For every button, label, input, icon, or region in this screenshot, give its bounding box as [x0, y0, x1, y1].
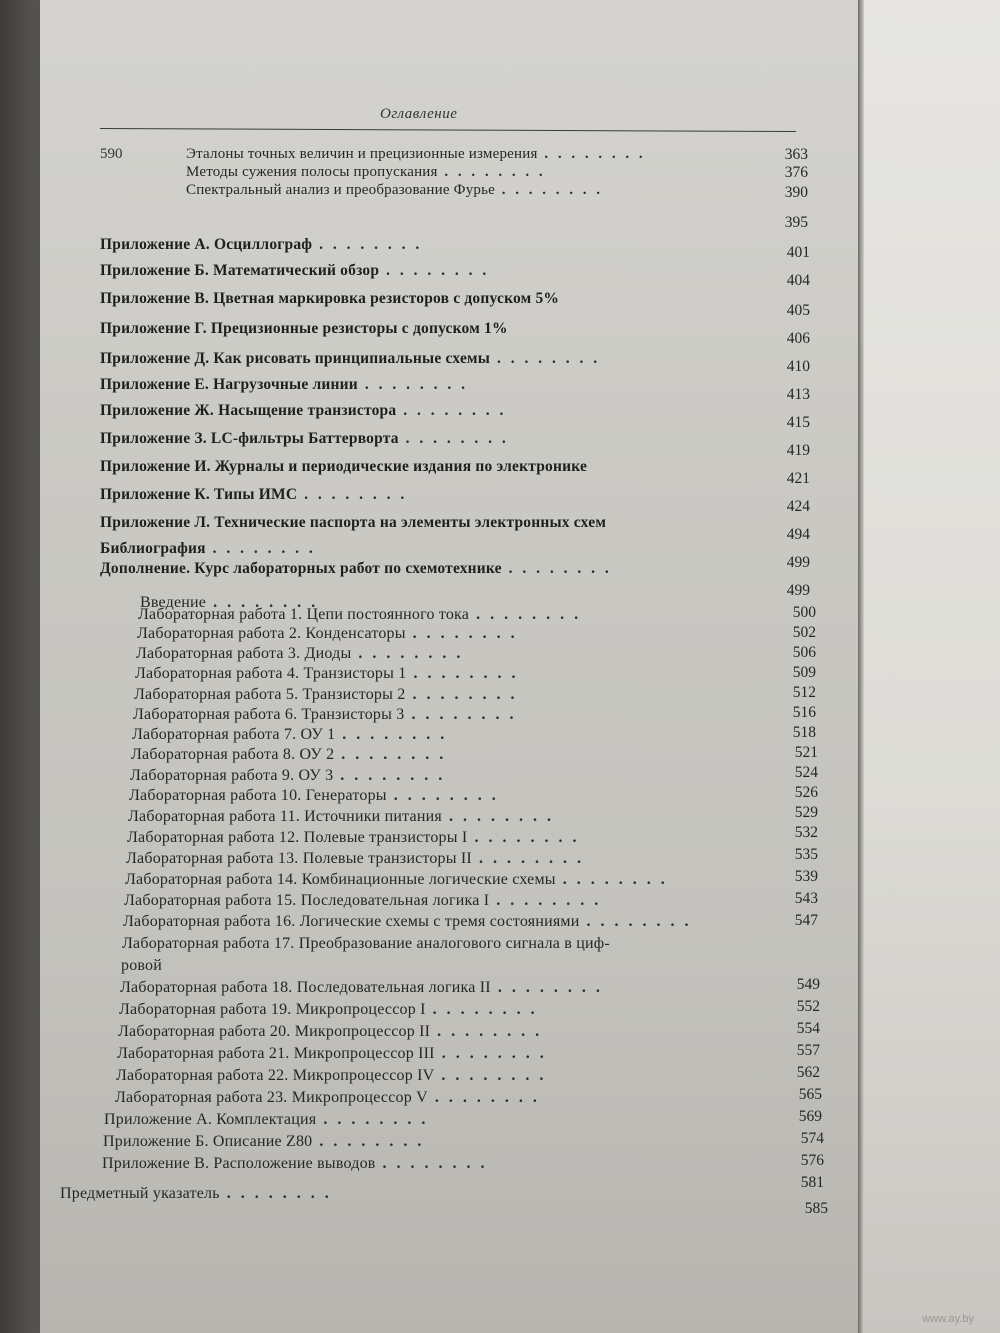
toc-page-number: 499: [786, 582, 810, 599]
leader-dots: . . . . . . . .: [467, 829, 580, 846]
leader-dots: . . . . . . . .: [379, 262, 490, 279]
page-number: 590: [100, 146, 123, 162]
toc-page-number: 395: [784, 214, 808, 231]
toc-page-number: 554: [796, 1020, 820, 1037]
toc-page-number: 585: [804, 1200, 828, 1217]
toc-entry: [186, 182, 603, 199]
toc-entry: [186, 164, 546, 181]
toc-entry: [130, 767, 445, 785]
leader-dots: . . . . . . . .: [405, 625, 518, 642]
leader-dots: . . . . . . . .: [434, 1067, 547, 1084]
toc-entry-title: Лабораторная работа 11. Источники питания: [128, 808, 442, 825]
toc-entry: [103, 1133, 424, 1151]
toc-page-number: 557: [796, 1042, 820, 1059]
toc-entry: [100, 514, 606, 532]
toc-entry: [100, 540, 316, 558]
toc-page-number: 424: [786, 498, 810, 515]
toc-entry-title: Приложение В. Расположение выводов: [102, 1155, 376, 1172]
toc-page-number: 494: [786, 526, 810, 543]
toc-entry-title: Лабораторная работа 15. Последовательная логика I: [124, 892, 490, 909]
toc-entry-title: Лабораторная работа 5. Транзисторы 2: [134, 686, 406, 703]
toc-entry-title: Лабораторная работа 7. ОУ 1: [132, 726, 336, 743]
toc-entry: [123, 913, 692, 931]
toc-entry-title: Приложение Л. Технические паспорта на элементы электронных схем: [100, 514, 607, 531]
leader-dots: . . . . . . . .: [316, 1111, 429, 1128]
toc-page-number: 404: [786, 272, 810, 289]
toc-page-number: 406: [786, 330, 810, 347]
toc-entry-title: Приложение Е. Нагрузочные линии: [100, 376, 358, 393]
leader-dots: . . . . . . . .: [490, 350, 601, 367]
running-head: Оглавление: [380, 106, 458, 122]
leader-dots: . . . . . . . .: [489, 892, 602, 909]
leader-dots: . . . . . . . .: [206, 594, 319, 611]
toc-entry-title: Приложение Ж. Насыщение транзистора: [100, 402, 397, 419]
toc-entry-title: Приложение К. Типы ИМС: [100, 486, 298, 503]
toc-page-number: 509: [792, 664, 816, 681]
toc-page-number: 405: [786, 302, 810, 319]
toc-page-number: 499: [786, 554, 810, 571]
toc-entry: [100, 560, 612, 578]
toc-entry-title: Приложение А. Осциллограф: [100, 236, 313, 253]
toc-entry-title: Приложение А. Комплектация: [104, 1111, 317, 1128]
toc-entry: [100, 320, 508, 338]
leader-dots: . . . . . . . .: [501, 560, 612, 577]
toc-entry-title: Лабораторная работа 6. Транзисторы 3: [133, 706, 405, 723]
leader-dots: . . . . . . . .: [334, 746, 447, 763]
leader-dots: . . . . . . . .: [386, 787, 499, 804]
leader-dots: . . . . . . . .: [406, 665, 519, 682]
toc-entry-title: Эталоны точных величин и прецизионные измерения: [186, 146, 538, 162]
toc-entry: [104, 1111, 428, 1129]
toc-page-number: 552: [796, 998, 820, 1015]
toc-entry-title: Лабораторная работа 14. Комбинационные логические схемы: [125, 871, 556, 888]
toc-entry: [100, 262, 489, 280]
toc-page-number: 419: [786, 442, 810, 459]
toc-page-number: 532: [794, 824, 818, 841]
leader-dots: . . . . . . . .: [441, 808, 554, 825]
toc-entry-title: Лабораторная работа 1. Цепи постоянного тока: [138, 606, 470, 623]
toc-entry-title: Приложение В. Цветная маркировка резисторов с допуском 5%: [100, 290, 560, 307]
leader-dots: . . . . . . . .: [427, 1089, 540, 1106]
leader-dots: . . . . . . . .: [434, 1045, 547, 1062]
toc-entry-title: Приложение Б. Описание Z80: [103, 1133, 313, 1150]
toc-page-number: 421: [786, 470, 810, 487]
toc-entry: [116, 1067, 546, 1085]
toc-page-number: 415: [786, 414, 810, 431]
page-edge: [858, 0, 864, 1333]
toc-page-number: 549: [796, 976, 820, 993]
toc-entry-title: Приложение Б. Математический обзор: [100, 262, 380, 279]
toc-entry-title: Лабораторная работа 16. Логические схемы с тремя состояниями: [123, 913, 580, 930]
toc-entry-title: Лабораторная работа 3. Диоды: [136, 645, 352, 662]
toc-entry: [100, 236, 422, 254]
toc-entry: [100, 350, 600, 368]
leader-dots: . . . . . . . .: [495, 182, 604, 198]
toc-entry: [127, 829, 579, 847]
toc-entry-title: Лабораторная работа 20. Микропроцессор II: [118, 1023, 431, 1040]
adjacent-page: [858, 0, 1000, 1333]
toc-entry: [117, 1045, 547, 1063]
toc-entry: [136, 645, 463, 663]
leader-dots: . . . . . . . .: [537, 146, 646, 162]
toc-page-number: 547: [794, 912, 818, 929]
toc-entry-title: ровой: [121, 957, 163, 974]
toc-page-number: 535: [794, 846, 818, 863]
toc-entry-title: Лабораторная работа 10. Генераторы: [129, 787, 387, 804]
toc-entry: [125, 871, 668, 889]
toc-entry: [137, 625, 518, 643]
toc-entry-title: Лабораторная работа 9. ОУ 3: [130, 767, 334, 784]
leader-dots: . . . . . . . .: [375, 1155, 488, 1172]
toc-entry-title: Лабораторная работа 18. Последовательная логика II: [120, 979, 491, 996]
toc-page-number: 562: [796, 1064, 820, 1081]
watermark: www.ay.by: [922, 1313, 974, 1325]
toc-entry: [122, 935, 610, 953]
toc-entry: [128, 808, 554, 826]
leader-dots: . . . . . . . .: [396, 402, 507, 419]
toc-entry: [126, 850, 584, 868]
leader-dots: . . . . . . . .: [312, 1133, 425, 1150]
toc-page-number: 363: [784, 146, 808, 163]
toc-page-number: 502: [792, 624, 816, 641]
leader-dots: . . . . . . . .: [425, 1001, 538, 1018]
toc-page-number: 516: [792, 704, 816, 721]
toc-page-number: 500: [792, 604, 816, 621]
leader-dots: . . . . . . . .: [205, 540, 316, 557]
toc-entry-title: Предметный указатель: [60, 1185, 220, 1202]
toc-entry: [132, 726, 447, 744]
toc-page-number: 413: [786, 386, 810, 403]
toc-entry: [119, 1001, 538, 1019]
leader-dots: . . . . . . . .: [312, 236, 423, 253]
leader-dots: . . . . . . . .: [297, 486, 408, 503]
toc-page-number: 526: [794, 784, 818, 801]
toc-entry-title: Лабораторная работа 23. Микропроцессор V: [115, 1089, 428, 1106]
toc-entry-title: Приложение И. Журналы и периодические издания по электронике: [100, 458, 588, 475]
leader-dots: . . . . . . . .: [490, 979, 603, 996]
toc-entry: [131, 746, 446, 764]
toc-entry-title: Приложение Г. Прецизионные резисторы с допуском 1%: [100, 320, 508, 337]
toc-page-number: 521: [794, 744, 818, 761]
leader-dots: . . . . . . . .: [333, 767, 446, 784]
toc-page-number: 390: [784, 184, 808, 201]
toc-page-number: 512: [792, 684, 816, 701]
toc-entry: [100, 486, 407, 504]
toc-entry-title: Введение: [140, 594, 207, 611]
toc-entry-title: Лабораторная работа 8. ОУ 2: [131, 746, 335, 763]
toc-entry: [118, 1023, 542, 1041]
toc-entry-title: Лабораторная работа 17. Преобразование аналогового сигнала в циф-: [122, 935, 610, 952]
toc-page-number: 401: [786, 244, 810, 261]
toc-entry: [100, 402, 506, 420]
toc-entry-title: Дополнение. Курс лабораторных работ по схемотехнике: [100, 560, 502, 577]
toc-entry: [135, 665, 518, 683]
toc-entry: [102, 1155, 488, 1173]
toc-entry: [133, 706, 516, 724]
leader-dots: . . . . . . . .: [469, 606, 582, 623]
toc-entry: [60, 1185, 332, 1203]
toc-entry-title: Спектральный анализ и преобразование Фурье: [186, 182, 496, 198]
leader-dots: . . . . . . . .: [430, 1023, 543, 1040]
toc-page-number: 506: [792, 644, 816, 661]
toc-page-number: 574: [800, 1130, 824, 1147]
toc-entry-title: Лабораторная работа 4. Транзисторы 1: [135, 665, 407, 682]
toc-page-number: 576: [800, 1152, 824, 1169]
toc-entry-title: Приложение З. LC-фильтры Баттерворта: [100, 430, 399, 447]
toc-page-number: 524: [794, 764, 818, 781]
toc-entry: [100, 376, 468, 394]
toc-page-number: 410: [786, 358, 810, 375]
toc-entry: [120, 979, 603, 997]
leader-dots: . . . . . . . .: [555, 871, 668, 888]
toc-page-number: 543: [794, 890, 818, 907]
toc-entry: [100, 430, 509, 448]
toc-entry-title: Лабораторная работа 13. Полевые транзисторы II: [126, 850, 472, 867]
leader-dots: . . . . . . . .: [219, 1185, 332, 1202]
toc-entry: [100, 458, 587, 476]
toc-entry-title: Лабораторная работа 19. Микропроцессор I: [119, 1001, 426, 1018]
toc-entry-title: Лабораторная работа 2. Конденсаторы: [137, 625, 406, 642]
toc-entry: [100, 290, 559, 308]
leader-dots: . . . . . . . .: [579, 913, 692, 930]
toc-page-number: 581: [800, 1174, 824, 1191]
toc-page-number: 565: [798, 1086, 822, 1103]
leader-dots: . . . . . . . .: [405, 686, 518, 703]
leader-dots: . . . . . . . .: [398, 430, 509, 447]
toc-page-number: 569: [798, 1108, 822, 1125]
toc-entry-title: Библиография: [100, 540, 206, 557]
toc-page-number: 529: [794, 804, 818, 821]
leader-dots: . . . . . . . .: [335, 726, 448, 743]
toc-entry-title: Лабораторная работа 21. Микропроцессор III: [117, 1045, 435, 1062]
toc-entry: [134, 686, 517, 704]
toc-page-number: 376: [784, 164, 808, 181]
leader-dots: . . . . . . . .: [351, 645, 464, 662]
leader-dots: . . . . . . . .: [437, 164, 546, 180]
toc-entry: [129, 787, 499, 805]
toc-page-number: 518: [792, 724, 816, 741]
toc-entry: [138, 606, 581, 624]
toc-entry: [115, 1089, 540, 1107]
toc-entry-title: Лабораторная работа 12. Полевые транзисторы I: [127, 829, 468, 846]
toc-entry: [124, 892, 601, 910]
toc-entry-title: Приложение Д. Как рисовать принципиальные схемы: [100, 350, 491, 367]
leader-dots: . . . . . . . .: [471, 850, 584, 867]
toc-entry: [186, 146, 646, 163]
toc-entry: [121, 957, 162, 975]
toc-page-number: 539: [794, 868, 818, 885]
leader-dots: . . . . . . . .: [404, 706, 517, 723]
leader-dots: . . . . . . . .: [357, 376, 468, 393]
toc-entry-title: Методы сужения полосы пропускания: [186, 164, 438, 180]
toc-entry-title: Лабораторная работа 22. Микропроцессор IV: [116, 1067, 435, 1084]
